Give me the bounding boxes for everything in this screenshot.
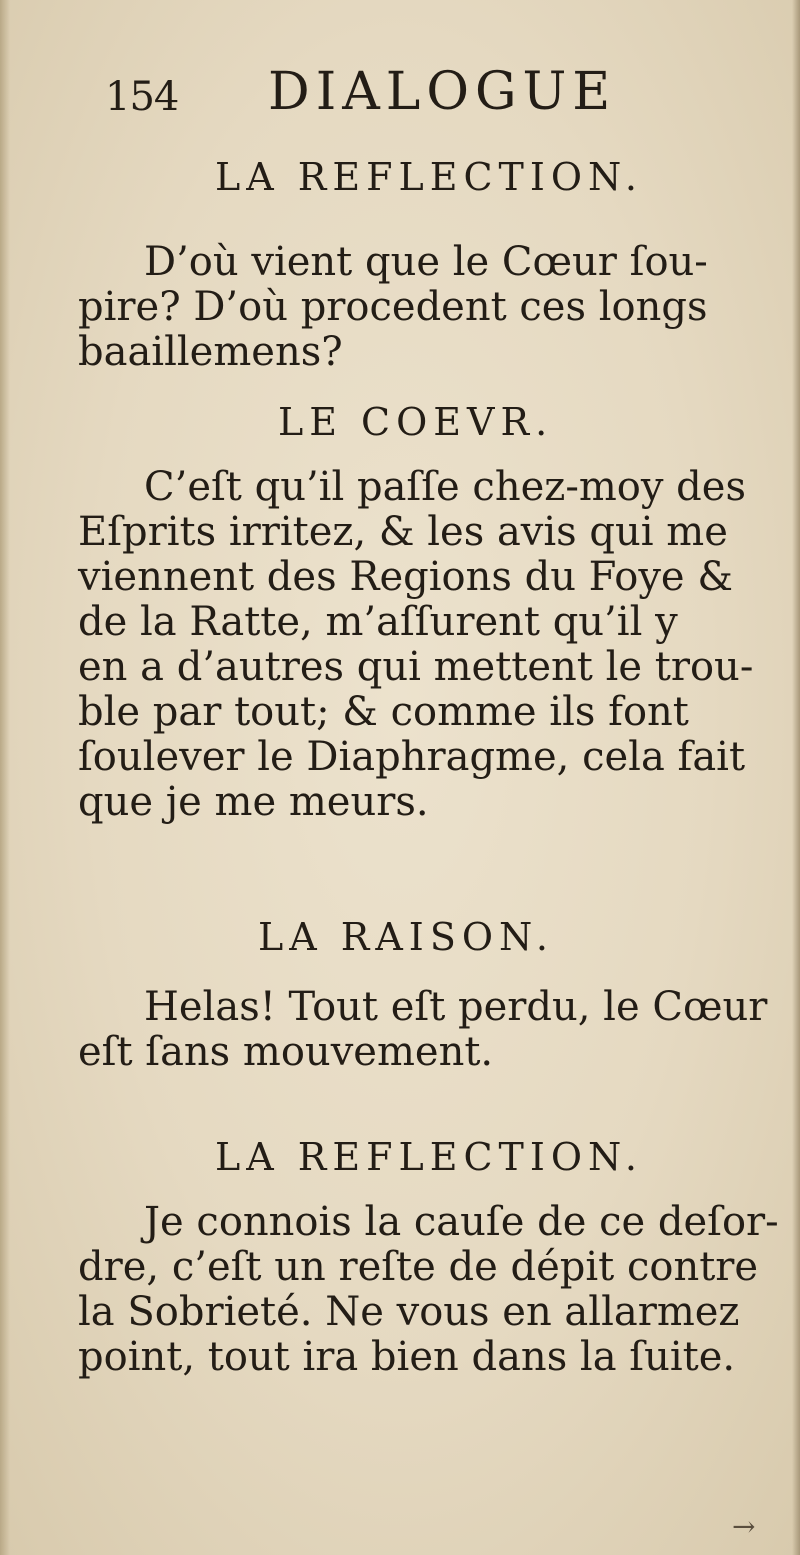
speech-paragraph (78, 465, 758, 825)
text-line: de la Ratte, m’aſſurent qu’il y (78, 599, 678, 645)
catchword-mark: → (732, 1510, 756, 1543)
text-line: Helas! Tout eſt perdu, le Cœur (144, 984, 768, 1030)
text-line: Eſprits irritez, & les avis qui me (78, 509, 728, 555)
text-line: que je me meurs. (78, 779, 429, 825)
speaker-heading: LA REFLECTION. (215, 1135, 643, 1179)
page-header (0, 60, 800, 140)
speaker-heading: LE COEVR. (278, 400, 554, 444)
text-line: D’où vient que le Cœur ſou- (144, 239, 708, 285)
speech-paragraph (78, 984, 768, 1075)
text-line: point, tout ira bien dans la ſuite. (78, 1334, 736, 1380)
speaker-heading: LA REFLECTION. (215, 155, 643, 199)
text-line: eſt ſans mouvement. (78, 1029, 494, 1075)
text-line: Je connois la cauſe de ce deſor- (144, 1199, 779, 1245)
text-line: en a d’autres qui mettent le trou- (78, 644, 754, 690)
speech-paragraph (78, 240, 758, 375)
text-line: baaillemens? (78, 329, 343, 375)
running-title: DIALOGUE (268, 62, 617, 122)
text-line: pire? D’où procedent ces longs (78, 284, 708, 330)
text-line: ſoulever le Diaphragme, cela fait (78, 734, 746, 780)
text-line: dre, c’eſt un reſte de dépit contre (78, 1244, 759, 1290)
page-number: 154 (105, 74, 179, 120)
text-line: C’eſt qu’il paſſe chez-moy des (144, 464, 746, 510)
text-line: viennent des Regions du Foye & (78, 554, 733, 600)
page-edge-right (792, 0, 800, 1555)
text-line: la Sobrieté. Ne vous en allarmez (78, 1289, 740, 1335)
text-line: ble par tout; & comme ils font (78, 689, 689, 735)
speech-paragraph (78, 1199, 779, 1380)
page-edge-left (0, 0, 10, 1555)
speaker-heading: LA RAISON. (258, 915, 554, 959)
